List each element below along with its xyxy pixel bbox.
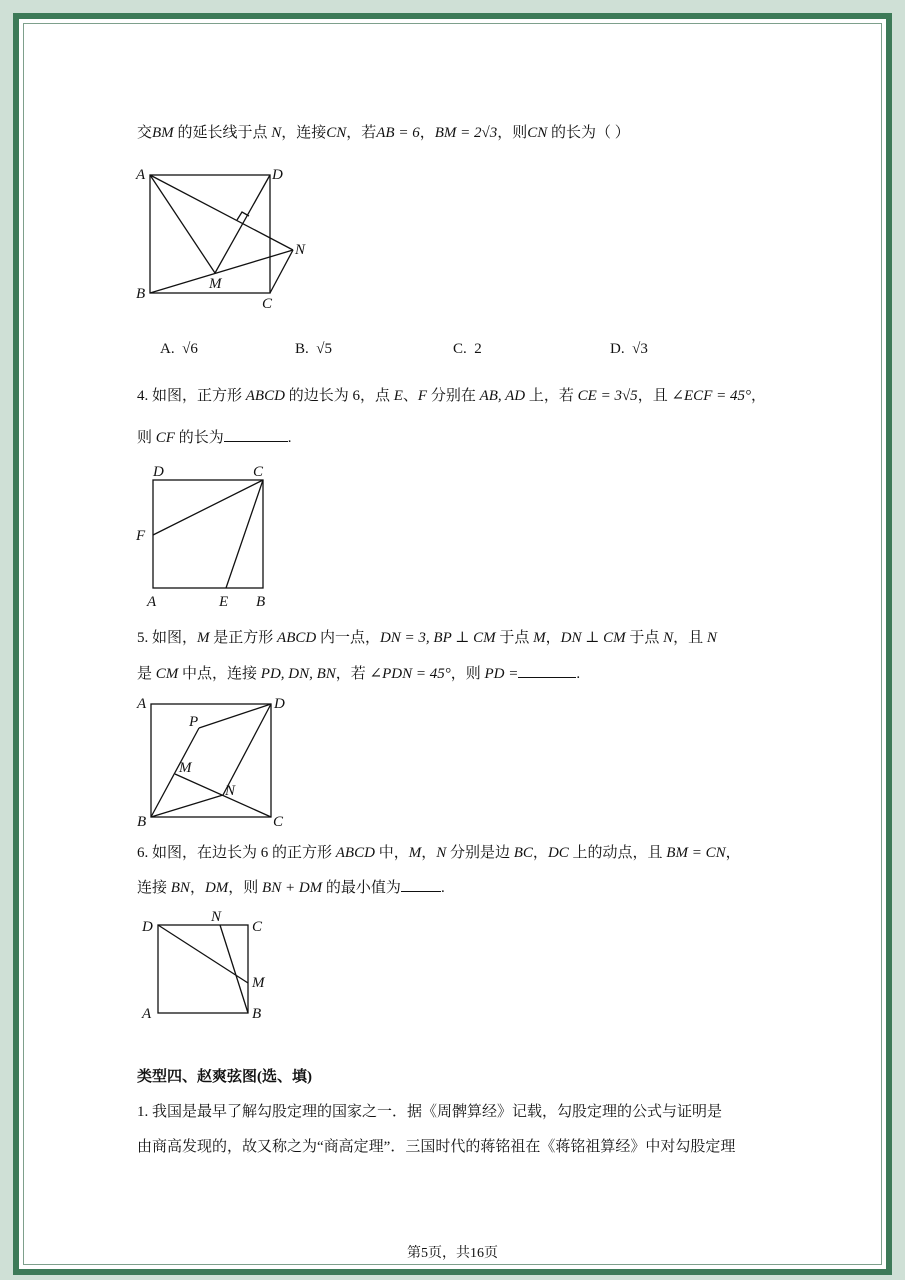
q3-label-m: M [209, 276, 222, 292]
q5-figure [133, 690, 298, 832]
q5-label-a: A [137, 696, 147, 712]
q3-label-c: C [262, 296, 273, 312]
q6-segment-nb [220, 925, 248, 1013]
q6-label-n: N [211, 909, 222, 925]
q4-label-d: D [153, 464, 164, 480]
q3-segment-am [150, 175, 215, 273]
q6-segment-dm [158, 925, 248, 983]
q5-answer-blank[interactable] [518, 676, 576, 678]
section4-p1-line1: 1. 我国是最早了解勾股定理的国家之一．据《周髀算经》记载，勾股定理的公式与证明是 [137, 1104, 723, 1120]
q5-line1: 5. 如图，M 是正方形 ABCD 内一点，DN = 3, BP ⊥ CM 于点 M，DN ⊥ CM 于点 N，且 N [137, 630, 717, 646]
q4-label-a: A [147, 594, 157, 610]
q4-label-c: C [253, 464, 264, 480]
q3-label-b: B [136, 286, 146, 302]
q5-label-b: B [137, 814, 147, 830]
section4-p1-line2: 由商高发现的，故又称之为“商高定理”．三国时代的蒋铭祖在《蒋铭祖算经》中对勾股定理 [137, 1139, 736, 1155]
q5-segment-bp [151, 728, 199, 817]
q3-figure [130, 160, 320, 315]
q3-option-a[interactable]: A. √6 [160, 341, 198, 357]
q5-label-d: D [274, 696, 285, 712]
q5-label-m: M [179, 760, 192, 776]
q3-option-c[interactable]: C. 2 [453, 341, 482, 357]
q5-label-p: P [189, 714, 199, 730]
q5-segment-mc [175, 774, 271, 817]
q6-answer-blank[interactable] [401, 890, 441, 892]
q3-option-d[interactable]: D. √3 [610, 341, 648, 357]
q4-line2: 则 CF 的长为 . [137, 430, 292, 446]
q4-line1: 4. 如图，正方形 ABCD 的边长为 6，点 E、F 分别在 AB, AD 上，若 CE = 3√5，且 ∠ECF = 45°， [137, 388, 766, 404]
q6-label-c: C [252, 919, 263, 935]
page-footer: 第5页，共16页 [407, 1246, 498, 1261]
q5-square [151, 704, 271, 817]
q5-label-n: N [225, 783, 236, 799]
section-heading: 类型四、赵爽弦图(选、填) [137, 1069, 312, 1085]
q3-segment-an [150, 175, 293, 250]
q6-label-d: D [142, 919, 153, 935]
q6-line2: 连接 BN，DM，则 BN + DM 的最小值为 . [137, 880, 445, 896]
q6-label-a: A [142, 1006, 152, 1022]
q4-figure [133, 460, 283, 612]
q3-label-n: N [295, 242, 306, 258]
q4-square [153, 480, 263, 588]
q4-label-b: B [256, 594, 266, 610]
q4-answer-blank[interactable] [224, 440, 288, 442]
q3-line1: 交BM 的延长线于点 N，连接CN，若AB = 6，BM = 2√3，则CN 的长为（ ） [137, 125, 630, 141]
q6-figure [140, 905, 275, 1030]
q5-label-c: C [273, 814, 284, 830]
q6-label-m: M [252, 975, 265, 991]
q3-segment-bn [150, 250, 293, 293]
q5-line2: 是 CM 中点，连接 PD, DN, BN，若 ∠PDN = 45°，则 PD = . [137, 666, 581, 682]
q3-label-d: D [272, 167, 283, 183]
q4-label-f: F [136, 528, 146, 544]
q6-line1: 6. 如图，在边长为 6 的正方形 ABCD 中，M，N 分别是边 BC，DC 上的动点，且 BM = CN， [137, 845, 741, 861]
q4-label-e: E [219, 594, 229, 610]
q6-label-b: B [252, 1006, 262, 1022]
q3-option-b[interactable]: B. √5 [295, 341, 332, 357]
q3-label-a: A [136, 167, 146, 183]
